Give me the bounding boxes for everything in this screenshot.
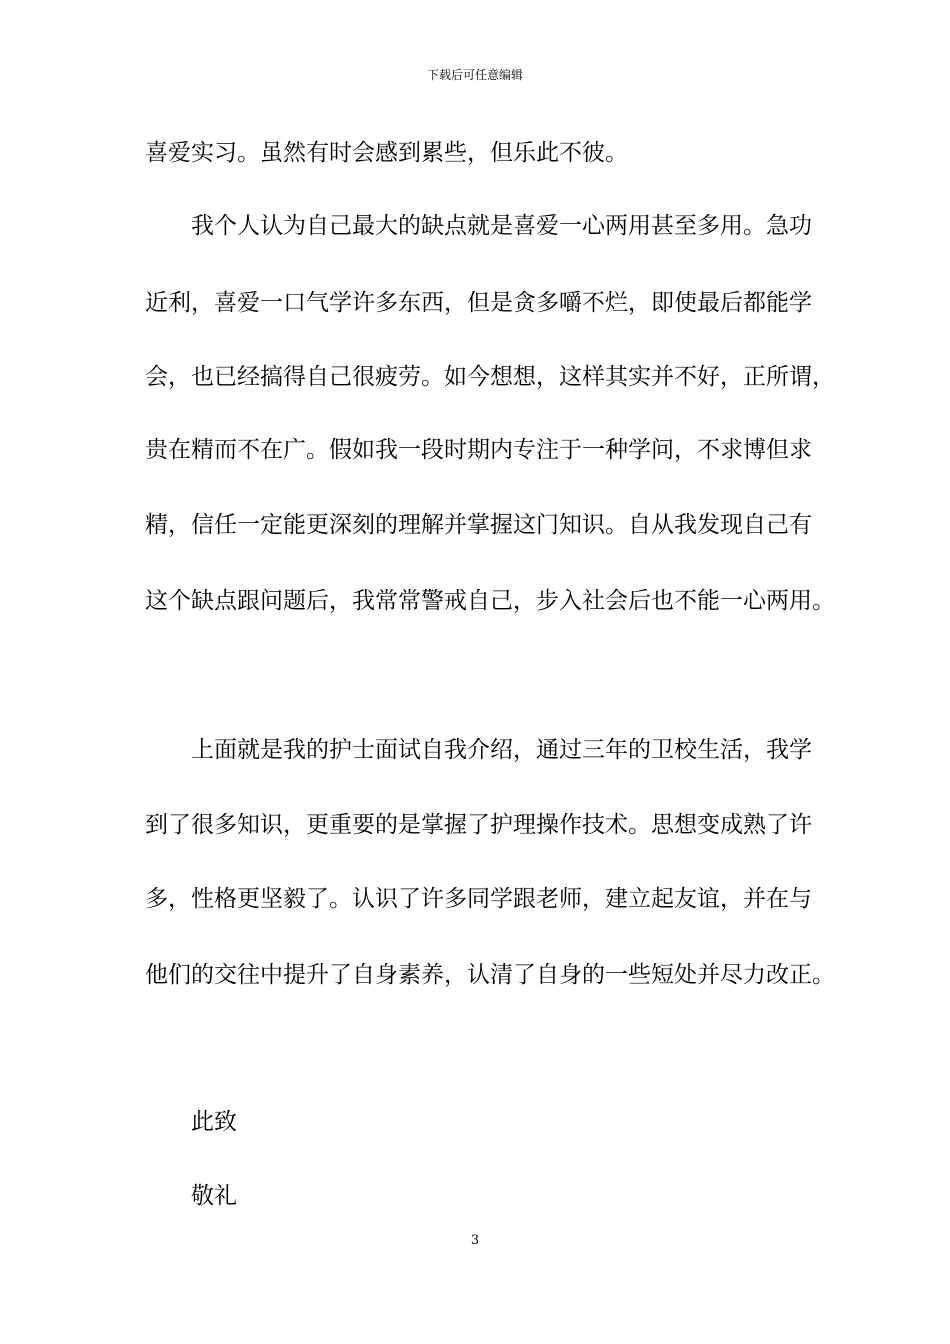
closing-salutation: 此致: [191, 1109, 237, 1135]
page-number: 3: [470, 1233, 480, 1248]
body-line: 上面就是我的护士面试自我介绍，通过三年的卫校生活，我学: [191, 737, 812, 763]
closing-regards: 敬礼: [191, 1183, 237, 1209]
body-line: 会，也已经搞得自己很疲劳。如今想想，这样其实并不好，正所谓，: [145, 364, 835, 390]
body-line: 贵在精而不在广。假如我一段时期内专注于一种学问，不求博但求: [145, 437, 812, 463]
body-line: 到了很多知识，更重要的是掌握了护理操作技术。思想变成熟了许: [145, 812, 812, 838]
page-header: 下载后可任意编辑: [426, 68, 523, 82]
body-line: 精，信任一定能更深刻的理解并掌握这门知识。自从我发现自己有: [145, 512, 812, 538]
body-line: 这个缺点跟问题后，我常常警戒自己，步入社会后也不能一心两用。: [145, 588, 835, 614]
body-line: 近利，喜爱一口气学许多东西，但是贪多嚼不烂，即使最后都能学: [145, 290, 812, 316]
body-line: 喜爱实习。虽然有时会感到累些，但乐此不彼。: [145, 140, 628, 166]
body-line: 我个人认为自己最大的缺点就是喜爱一心两用甚至多用。急功: [191, 213, 812, 239]
body-line: 他们的交往中提升了自身素养，认清了自身的一些短处并尽力改正。: [145, 962, 835, 988]
body-line: 多，性格更坚毅了。认识了许多同学跟老师，建立起友谊，并在与: [145, 886, 812, 912]
